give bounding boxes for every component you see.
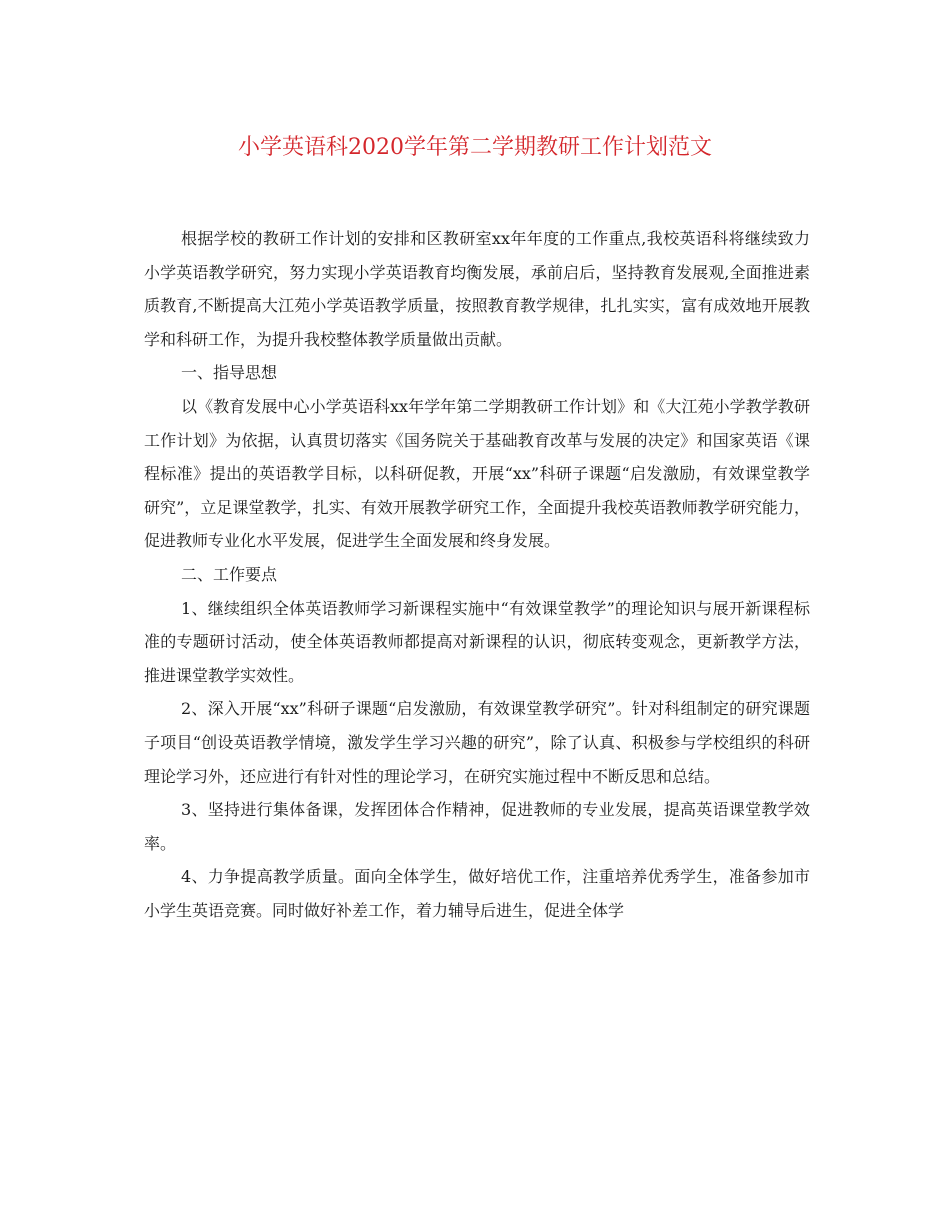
- paragraph-work-point-1: 1、继续组织全体英语教师学习新课程实施中“有效课堂教学”的理论知识与展开新课程标准的专题研讨活动，使全体英语教师都提高对新课程的认识，彻底转变观念，更新教学方法，推进课堂教学实效性。: [144, 598, 810, 685]
- section-heading-guiding-ideology: 一、指导思想: [181, 363, 278, 383]
- document-body: [144, 222, 810, 927]
- paragraph-work-point-2: 2、深入开展“xx”科研子课题“启发激励，有效课堂教学研究”。针对科组制定的研究课题子项目“创设英语教学情境，激发学生学习兴趣的研究”，除了认真、积极参与学校组织的科研理论学习外，还应进行有针对性的理论学习，在研究实施过程中不断反思和总结。: [144, 699, 810, 786]
- paragraph-guiding-ideology: 以《教育发展中心小学英语科xx年学年第二学期教研工作计划》和《大江苑小学教学教研工作计划》为依据，认真贯切落实《国务院关于基础教育改革与发展的决定》和国家英语《课程标准》提出的英语教学目标，以科研促教，开展“xx”科研子课题“启发激励，有效课堂教学研究”，立足课堂教学，扎实、有效开展教学研究工作，全面提升我校英语教师教学研究能力，促进教师专业化水平发展，促进学生全面发展和终身发展。: [144, 396, 810, 551]
- paragraph-intro: 根据学校的教研工作计划的安排和区教研室xx年年度的工作重点,我校英语科将继续致力小学英语教学研究，努力实现小学英语教育均衡发展，承前启后，坚持教育发展观,全面推进素质教育,不断提高大江苑小学英语教学质量，按照教育教学规律，扎扎实实，富有成效地开展教学和科研工作，为提升我校整体教学质量做出贡献。: [144, 229, 810, 349]
- paragraph-work-point-3: 3、坚持进行集体备课，发挥团体合作精神，促进教师的专业发展，提高英语课堂教学效率。: [144, 800, 810, 853]
- paragraph-work-point-4: 4、力争提高教学质量。面向全体学生，做好培优工作，注重培养优秀学生，准备参加市小学生英语竞赛。同时做好补差工作，着力辅导后进生，促进全体学: [144, 867, 810, 920]
- section-heading-work-points: 二、工作要点: [181, 564, 278, 584]
- document-title: 小学英语科2020学年第二学期教研工作计划范文: [238, 135, 712, 160]
